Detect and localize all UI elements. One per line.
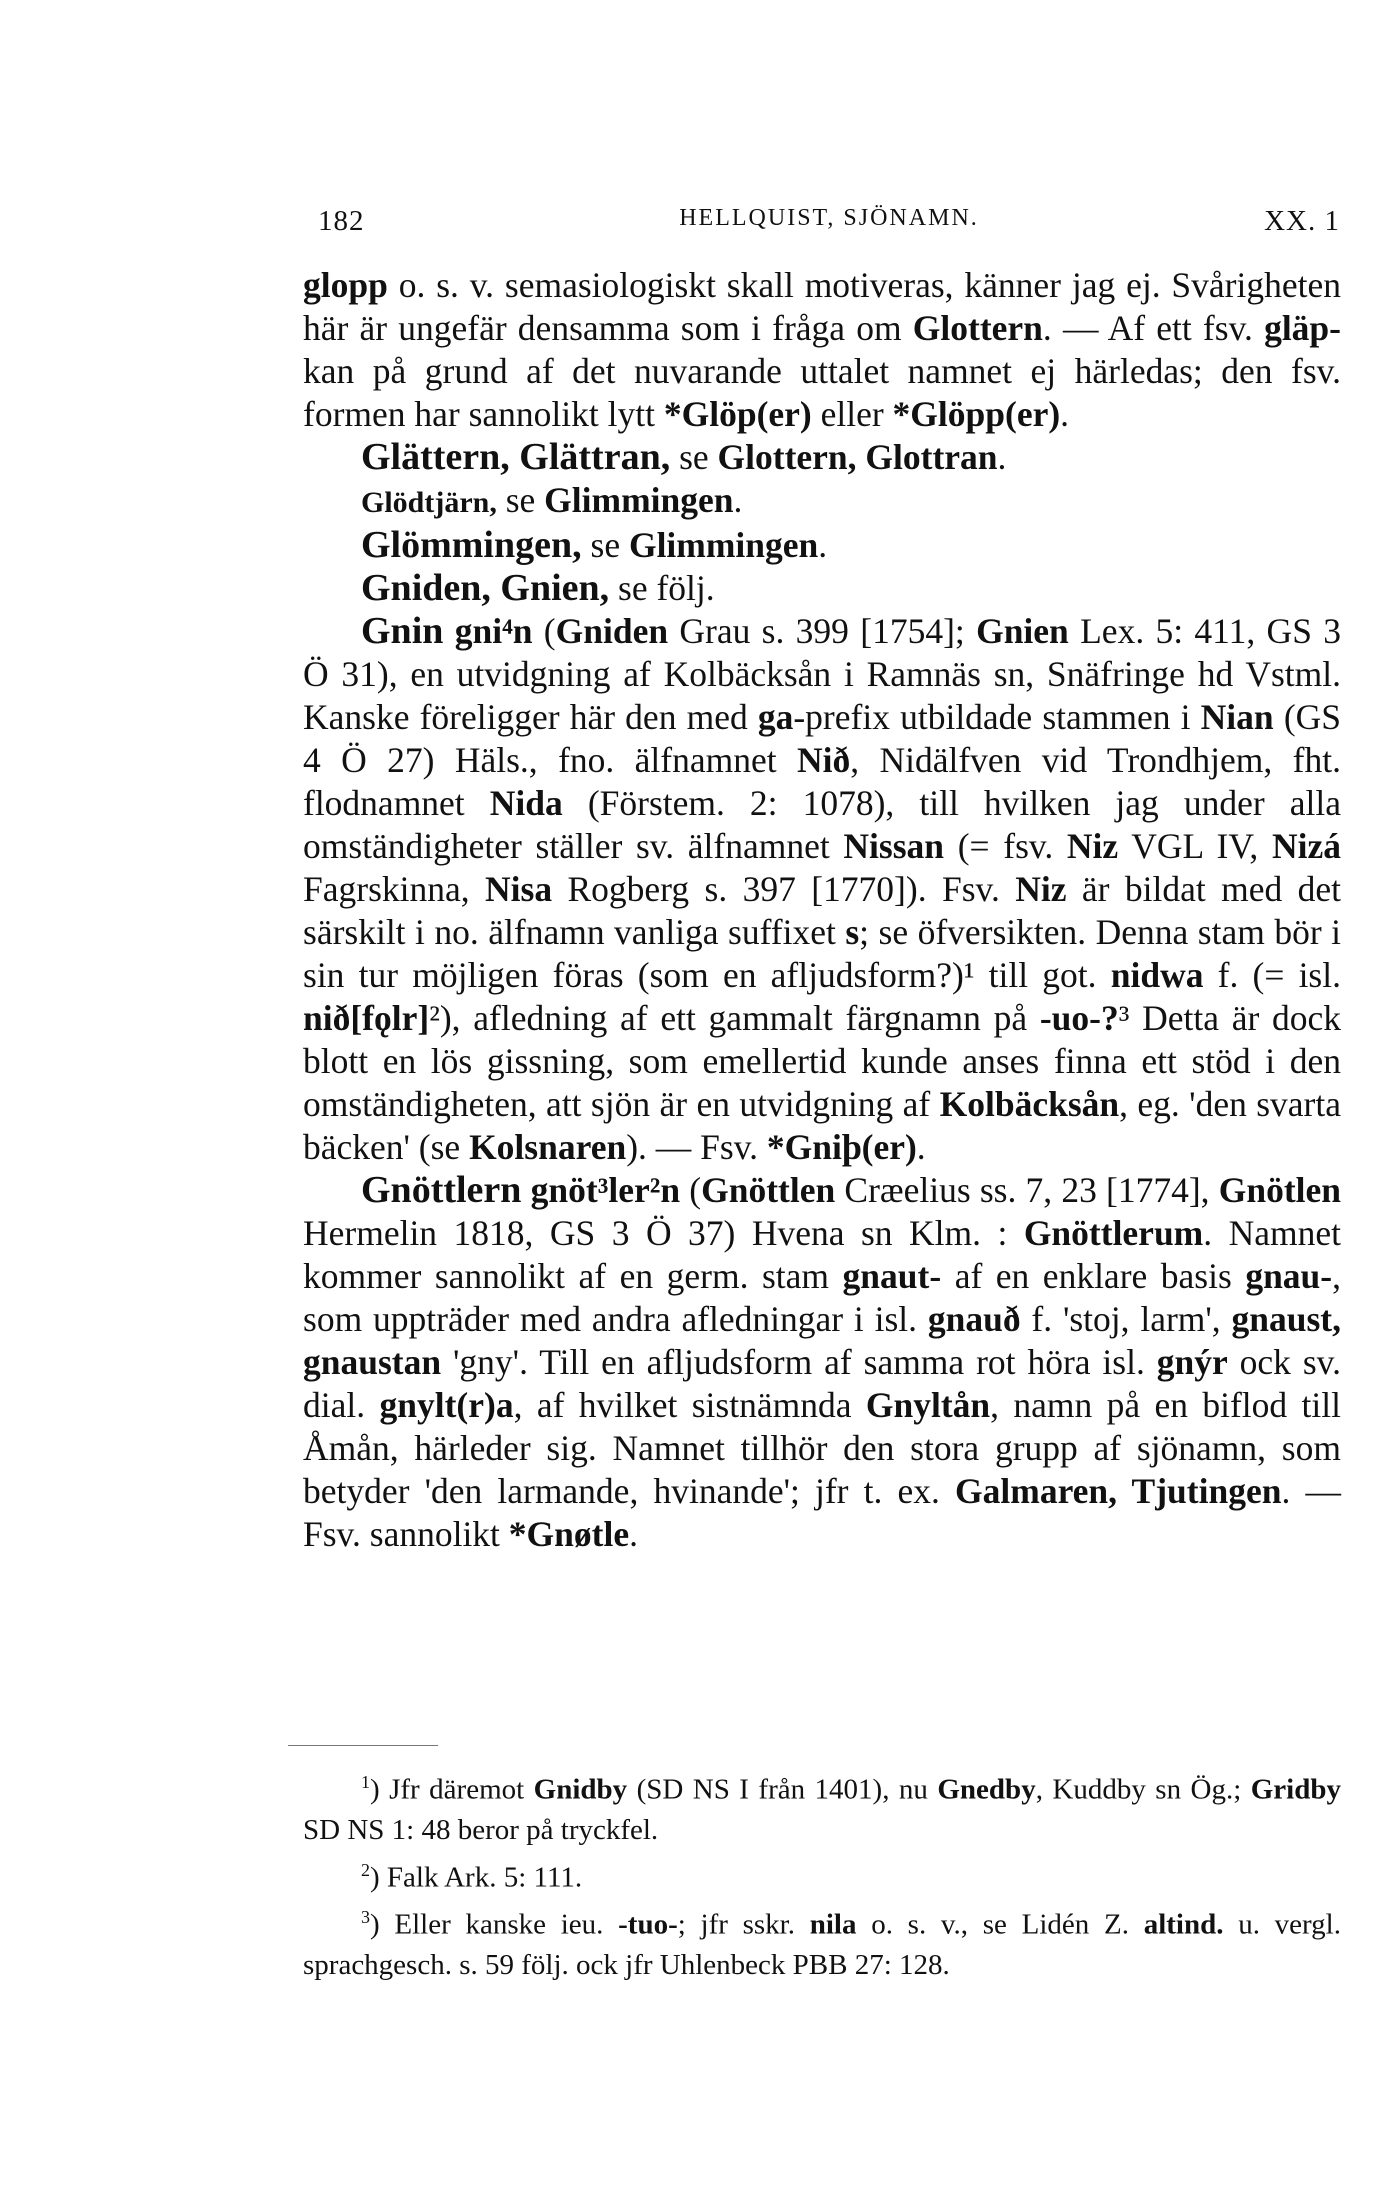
term-b: gnýr	[1156, 1342, 1228, 1382]
term-b: nið[fǫlr]	[303, 998, 430, 1038]
term-b: Gnötlen	[1218, 1170, 1342, 1210]
text-run: ) Falk Ark. 5: 111.	[370, 1861, 583, 1894]
text-run: Fagrskinna,	[303, 869, 486, 909]
text-run: VGL IV,	[1118, 826, 1272, 866]
text-run: (= fsv.	[944, 826, 1067, 866]
term-b: Niz	[1066, 826, 1119, 866]
term-b: Gnöttlen	[701, 1170, 836, 1210]
term-b: gni⁴n	[454, 611, 533, 651]
term-b: gnau-	[1245, 1256, 1333, 1296]
term-b: Gnedby	[937, 1773, 1036, 1806]
text-run: . Namnet kommer sannolikt af en germ. stam	[303, 1213, 1341, 1296]
text-run: . — Af ett fsv.	[1042, 308, 1265, 348]
term-hw: Glömmingen,	[361, 524, 582, 566]
text-run: , Kuddby sn Ög.;	[1035, 1773, 1251, 1806]
text-run: -prefix utbildade stammen i	[793, 697, 1201, 737]
term-hw: Glättern, Glättran,	[361, 436, 671, 478]
text-run: o. s. v., se Lidén Z.	[856, 1908, 1144, 1941]
text-run: se följ.	[609, 568, 715, 608]
term-b: Nida	[489, 783, 563, 823]
term-b: gnylt(r)a	[379, 1385, 514, 1425]
term-b: Nið	[796, 740, 851, 780]
section-number: XX. 1	[1264, 205, 1340, 237]
term-b: Glimmingen	[544, 480, 734, 520]
term-b: Kolsnaren	[469, 1127, 627, 1167]
footnote	[303, 1850, 1341, 1898]
running-header	[318, 205, 1340, 249]
term-b: Gniden	[555, 611, 669, 651]
running-title: HELLQUIST, SJÖNAMN.	[679, 205, 979, 231]
text-run: , namn på en biflod till Åmån, härleder sig. Namnet tillhör den stora grupp af sjönamn, som betyder 'den larmande, hvinande'; jfr t. ex.	[303, 1385, 1341, 1511]
term-b: Gnöttlerum	[1023, 1213, 1204, 1253]
footnote-mark: 2	[361, 1859, 370, 1880]
term-b: Gridby	[1250, 1773, 1341, 1806]
term-b: nila	[809, 1908, 857, 1941]
term-b: gnauð	[927, 1299, 1021, 1339]
text-run: .	[1060, 394, 1070, 434]
term-b: Gnyltån	[865, 1385, 991, 1425]
entry-glodtjarn	[303, 479, 1341, 524]
text-run: ). — Fsv.	[626, 1127, 767, 1167]
entry-gniden	[303, 567, 1341, 610]
footnote	[303, 1897, 1341, 1985]
text-run: f. 'stoj, larm',	[1020, 1299, 1232, 1339]
entry-gnottlern	[303, 1169, 1341, 1556]
text-run: är bildat med det särskilt i no. älfnamn vanliga suffixet	[303, 869, 1341, 952]
term-b: *Gniþ(er)	[766, 1127, 917, 1167]
term-b: Glimmingen	[628, 525, 819, 565]
text-run: 'gny'. Till en afljudsform af samma rot höra isl.	[441, 1342, 1157, 1382]
text-run: u. vergl. sprachgesch. s. 59 följ. ock jfr Uhlenbeck PBB 27: 128.	[303, 1908, 1341, 1981]
text-run: (SD NS I från 1401), nu	[627, 1773, 938, 1806]
text-run: o. s. v. semasiologiskt skall motiveras, känner jag ej. Svårigheten här är ungefär densamma som i fråga om	[303, 265, 1341, 348]
text-run: ²), afledning af ett gammalt färgnamn på	[429, 998, 1040, 1038]
text-run: (GS 4 Ö 27) Häls., fno. älfnamnet	[303, 697, 1342, 780]
text-run: Lex. 5: 411, GS 3 Ö 31), en utvidgning af Kolbäcksån i Ramnäs sn, Snäfringe hd Vstml. Kanske föreligger här den med	[303, 611, 1342, 737]
term-b: Glottern, Glottran	[717, 437, 998, 477]
term-b: Gnien	[976, 611, 1069, 651]
term-b: *Glöpp(er)	[892, 394, 1061, 434]
footnote-divider	[288, 1745, 438, 1746]
footnote-mark: 3	[361, 1907, 370, 1928]
text-run: (Förstem. 2: 1078), till hvilken jag under alla omständigheter ställer sv. älfnamnet	[303, 783, 1341, 866]
text-run: , af hvilket sistnämnda	[513, 1385, 866, 1425]
term-b: Gnidby	[533, 1773, 628, 1806]
text-run: .	[818, 525, 828, 565]
term-hw: Gnin	[361, 610, 444, 652]
footnotes	[303, 1762, 1341, 1985]
term-b: altind.	[1143, 1908, 1224, 1941]
term-b: -tuo-	[618, 1908, 678, 1941]
text-run: ; se öfversikten. Denna stam bör i sin tur möjligen föras (som en afljudsform?)¹ till got.	[303, 912, 1342, 995]
text-run	[443, 611, 454, 651]
footnote-mark: 1	[361, 1772, 370, 1792]
term-b: Galmaren, Tjutingen	[955, 1471, 1282, 1511]
text-run: (	[532, 611, 556, 651]
term-b: gnaut-	[842, 1256, 942, 1296]
main-text	[303, 264, 1341, 1556]
text-run: kan på grund af det nuvarande uttalet namnet ej härledas; den fsv. formen har sannolikt lytt	[303, 351, 1341, 434]
text-run: (	[680, 1170, 702, 1210]
term-b: glopp	[303, 265, 388, 305]
term-b: Niz	[1015, 869, 1067, 909]
text-run: , eg. 'den svarta bäcken' (se	[303, 1084, 1341, 1167]
text-run: se	[670, 437, 718, 477]
text-run: .	[629, 1514, 638, 1554]
term-b: ga	[757, 697, 794, 737]
text-run: ³ Detta är dock blott en lös gissning, som emellertid kunde anses finna ett stöd i den omständigheten, att sjön är en utvidgning af	[303, 998, 1342, 1124]
text-run: Cræelius ss. 7, 23 [1774],	[835, 1170, 1219, 1210]
entry-glommingen	[303, 524, 1341, 567]
term-b: nidwa	[1110, 955, 1204, 995]
text-run: eller	[811, 394, 893, 434]
entry-paragraph	[303, 264, 1341, 436]
term-b: gläp-	[1264, 308, 1341, 348]
term-b: Nizá	[1271, 826, 1341, 866]
text-run: f. (= isl.	[1203, 955, 1341, 995]
text-run: .	[733, 480, 743, 520]
term-sm: Glödtjärn,	[361, 486, 497, 519]
text-run: . — Fsv. sannolikt	[303, 1471, 1341, 1554]
text-run: af en enklare basis	[941, 1256, 1246, 1296]
text-run: ) Jfr däremot	[370, 1773, 534, 1806]
text-run: se	[496, 480, 545, 520]
text-run: SD NS 1: 48 beror på tryckfel.	[303, 1813, 659, 1846]
entry-gnin	[303, 610, 1341, 1169]
text-run	[521, 1170, 530, 1210]
term-b: s	[845, 912, 860, 952]
term-hw: Gniden, Gnien,	[361, 567, 610, 609]
text-run: Grau s. 399 [1754];	[668, 611, 977, 651]
text-run: , som uppträder med andra afledningar i isl.	[303, 1256, 1341, 1339]
text-run: ock sv. dial.	[303, 1342, 1341, 1425]
text-run: , Nidälfven vid Trondhjem, fht. flodnamnet	[303, 740, 1341, 823]
text-run: Rogberg s. 397 [1770]). Fsv.	[552, 869, 1016, 909]
text-run: .	[997, 437, 1007, 477]
term-b: gnöt³ler²n	[530, 1170, 681, 1210]
term-b: gnaust, gnaustan	[303, 1299, 1341, 1382]
entry-glattern	[303, 436, 1341, 479]
text-run: .	[916, 1127, 926, 1167]
term-b: -uo-?	[1039, 998, 1119, 1038]
text-run: ) Eller kanske ieu.	[370, 1908, 619, 1941]
term-b: *Gnøtle	[508, 1514, 630, 1554]
term-b: Nisa	[485, 869, 553, 909]
footnote	[303, 1762, 1341, 1850]
text-run: se	[581, 525, 629, 565]
term-b: Nissan	[843, 826, 945, 866]
term-b: Nian	[1200, 697, 1274, 737]
page-number: 182	[318, 205, 365, 237]
term-b: Glottern	[912, 308, 1043, 348]
term-b: *Glöp(er)	[663, 394, 812, 434]
text-run: ; jfr sskr.	[677, 1908, 810, 1941]
text-run: Hermelin 1818, GS 3 Ö 37) Hvena sn Klm. :	[303, 1213, 1024, 1253]
term-hw: Gnöttlern	[361, 1169, 522, 1211]
term-b: Kolbäcksån	[939, 1084, 1120, 1124]
